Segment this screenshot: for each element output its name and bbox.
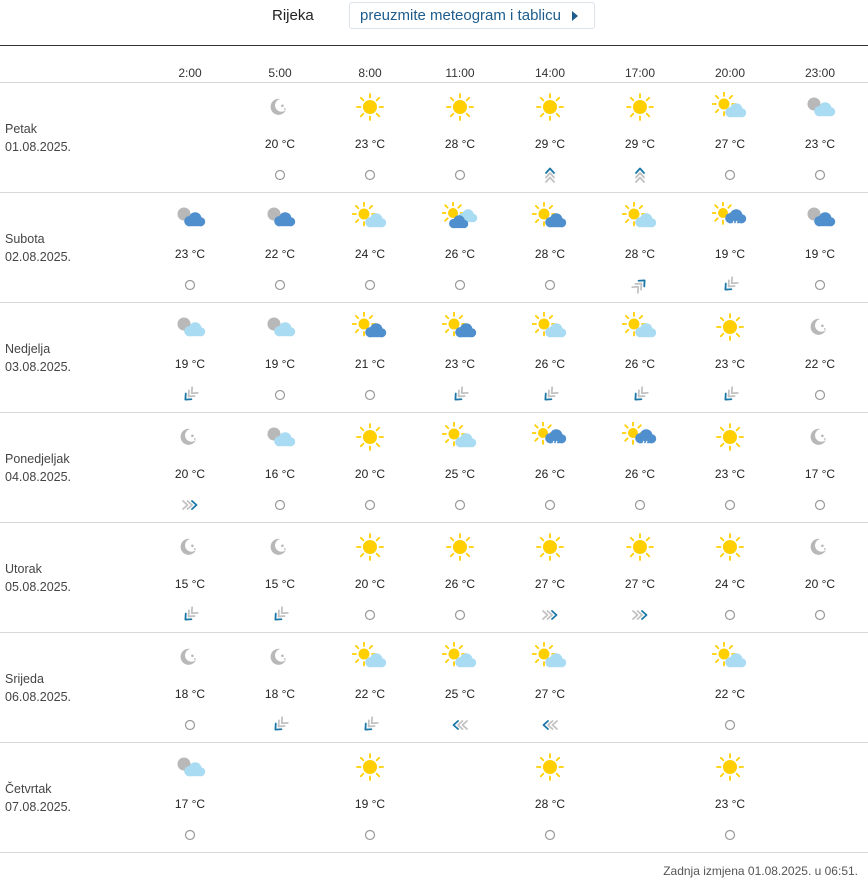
- forecast-cell[interactable]: [505, 83, 595, 193]
- forecast-cell[interactable]: [505, 413, 595, 523]
- calm-icon: [808, 493, 832, 517]
- forecast-cell[interactable]: [235, 303, 325, 413]
- sun-cloud-light-icon: [532, 312, 568, 342]
- temperature: 26 °C: [624, 357, 656, 371]
- sun-cloud-light-icon: [532, 642, 568, 672]
- sun-icon: [622, 92, 658, 122]
- forecast-cell[interactable]: [685, 743, 775, 853]
- forecast-cell[interactable]: [505, 303, 595, 413]
- day-label: [5, 450, 71, 486]
- sun-cloud-rain-icon: [712, 202, 748, 232]
- day-label: [5, 230, 71, 266]
- sun-icon: [352, 532, 388, 562]
- temperature: 23 °C: [804, 137, 836, 151]
- forecast-cell[interactable]: [415, 193, 505, 303]
- sun-cloud-dark-icon: [352, 312, 388, 342]
- calm-icon: [538, 493, 562, 517]
- wind-southwest-icon: [178, 603, 202, 627]
- day-name: Srijeda: [5, 672, 44, 686]
- temperature: 20 °C: [804, 577, 836, 591]
- forecast-cell[interactable]: [595, 193, 685, 303]
- temperature: 17 °C: [174, 797, 206, 811]
- temperature: 16 °C: [264, 467, 296, 481]
- hour-label: 17:00: [624, 66, 656, 80]
- calm-icon: [718, 163, 742, 187]
- wind-southwest-icon: [268, 603, 292, 627]
- forecast-cell[interactable]: [325, 413, 415, 523]
- day-label: [5, 340, 71, 376]
- temperature: 23 °C: [714, 357, 746, 371]
- day-date: 02.08.2025.: [5, 250, 72, 264]
- day-name: Nedjelja: [5, 342, 51, 356]
- temperature: 22 °C: [354, 687, 386, 701]
- forecast-cell[interactable]: [145, 303, 235, 413]
- day-row: [0, 413, 868, 523]
- sun-cloud-light-icon: [712, 642, 748, 672]
- day-name: Petak: [5, 122, 37, 136]
- forecast-cell[interactable]: [415, 83, 505, 193]
- sun-icon: [442, 92, 478, 122]
- calm-icon: [628, 493, 652, 517]
- forecast-cell[interactable]: [325, 743, 415, 853]
- sun-cloud-light-icon: [442, 642, 478, 672]
- forecast-cell[interactable]: [415, 523, 505, 633]
- day-name: Ponedjeljak: [5, 452, 70, 466]
- wind-southwest-icon: [178, 383, 202, 407]
- temperature: 23 °C: [714, 467, 746, 481]
- sun-icon: [352, 752, 388, 782]
- calm-icon: [268, 383, 292, 407]
- temperature: 18 °C: [264, 687, 296, 701]
- sun-cloud-light-icon: [622, 312, 658, 342]
- temperature: 22 °C: [804, 357, 836, 371]
- forecast-cell[interactable]: [325, 193, 415, 303]
- moon-icon: [172, 642, 208, 672]
- temperature: 26 °C: [534, 357, 566, 371]
- forecast-cell[interactable]: [505, 743, 595, 853]
- temperature: 18 °C: [174, 687, 206, 701]
- temperature: 26 °C: [444, 247, 476, 261]
- day-label: [5, 670, 71, 706]
- calm-icon: [808, 163, 832, 187]
- day-date: 03.08.2025.: [5, 360, 72, 374]
- calm-icon: [358, 273, 382, 297]
- temperature: 15 °C: [174, 577, 206, 591]
- forecast-cell[interactable]: [235, 633, 325, 743]
- temperature: 19 °C: [354, 797, 386, 811]
- temperature: 26 °C: [534, 467, 566, 481]
- wind-northeast-icon: [628, 273, 652, 297]
- forecast-cell[interactable]: [685, 523, 775, 633]
- temperature: 23 °C: [714, 797, 746, 811]
- forecast-cell[interactable]: [685, 193, 775, 303]
- moon-icon: [262, 532, 298, 562]
- temperature: 26 °C: [444, 577, 476, 591]
- forecast-cell[interactable]: [685, 303, 775, 413]
- moon-cloud-light-icon: [262, 422, 298, 452]
- forecast-cell[interactable]: [235, 193, 325, 303]
- forecast-cell[interactable]: [415, 303, 505, 413]
- forecast-cell[interactable]: [235, 413, 325, 523]
- temperature: 27 °C: [534, 577, 566, 591]
- temperature: 20 °C: [174, 467, 206, 481]
- calm-icon: [358, 823, 382, 847]
- temperature: 20 °C: [354, 467, 386, 481]
- temperature: 29 °C: [534, 137, 566, 151]
- sun-icon: [532, 752, 568, 782]
- forecast-cell[interactable]: [325, 83, 415, 193]
- day-row: [0, 193, 868, 303]
- wind-west-icon: [538, 713, 562, 737]
- sun-cloud-light-icon: [442, 422, 478, 452]
- forecast-cell[interactable]: [685, 413, 775, 523]
- sun-icon: [712, 752, 748, 782]
- forecast-cell[interactable]: [235, 83, 325, 193]
- temperature: 22 °C: [714, 687, 746, 701]
- temperature: 28 °C: [444, 137, 476, 151]
- sun-cloud-light-icon: [712, 92, 748, 122]
- calm-icon: [718, 823, 742, 847]
- moon-icon: [172, 532, 208, 562]
- moon-icon: [802, 532, 838, 562]
- wind-southwest-icon: [358, 713, 382, 737]
- hour-label: 11:00: [445, 66, 475, 80]
- day-name: Četvrtak: [5, 782, 52, 796]
- day-name: Utorak: [5, 562, 42, 576]
- day-date: 07.08.2025.: [5, 800, 72, 814]
- moon-icon: [262, 642, 298, 672]
- temperature: 28 °C: [534, 797, 566, 811]
- sun-cloud-rain-icon: [622, 422, 658, 452]
- temperature: 17 °C: [804, 467, 836, 481]
- calm-icon: [808, 273, 832, 297]
- sun-cloud-dark-icon: [442, 312, 478, 342]
- forecast-cell[interactable]: [325, 633, 415, 743]
- temperature: 19 °C: [174, 357, 206, 371]
- day-date: 06.08.2025.: [5, 690, 72, 704]
- day-row: [0, 743, 868, 853]
- day-row: [0, 523, 868, 633]
- temperature: 19 °C: [264, 357, 296, 371]
- calm-icon: [808, 383, 832, 407]
- day-date: 01.08.2025.: [5, 140, 72, 154]
- wind-southwest-icon: [268, 713, 292, 737]
- temperature: 15 °C: [264, 577, 296, 591]
- calm-icon: [178, 713, 202, 737]
- forecast-cell[interactable]: [145, 743, 235, 853]
- temperature: 20 °C: [264, 137, 296, 151]
- hour-label: 14:00: [534, 66, 566, 80]
- temperature: 26 °C: [624, 467, 656, 481]
- forecast-cell[interactable]: [145, 193, 235, 303]
- sun-icon: [352, 92, 388, 122]
- temperature: 24 °C: [354, 247, 386, 261]
- forecast-cell[interactable]: [775, 193, 865, 303]
- moon-cloud-light-icon: [802, 92, 838, 122]
- calm-icon: [448, 603, 472, 627]
- temperature: 19 °C: [714, 247, 746, 261]
- calm-icon: [358, 383, 382, 407]
- temperature: 23 °C: [174, 247, 206, 261]
- forecast-cell[interactable]: [415, 413, 505, 523]
- moon-cloud-dark-icon: [262, 202, 298, 232]
- temperature: 29 °C: [624, 137, 656, 151]
- wind-southwest-icon: [538, 383, 562, 407]
- sun-icon: [712, 422, 748, 452]
- sun-icon: [532, 92, 568, 122]
- forecast-cell[interactable]: [685, 83, 775, 193]
- temperature: 20 °C: [354, 577, 386, 591]
- calm-icon: [718, 603, 742, 627]
- caret-right-icon: [572, 11, 578, 21]
- meteogram-download-button[interactable]: [349, 2, 595, 29]
- moon-cloud-light-icon: [262, 312, 298, 342]
- day-row: [0, 83, 868, 193]
- hour-label: 20:00: [714, 66, 746, 80]
- wind-southwest-icon: [718, 273, 742, 297]
- sun-icon: [712, 312, 748, 342]
- moon-icon: [262, 92, 298, 122]
- sun-icon: [442, 532, 478, 562]
- forecast-cell[interactable]: [775, 83, 865, 193]
- calm-icon: [538, 273, 562, 297]
- forecast-cell[interactable]: [505, 633, 595, 743]
- temperature: 27 °C: [534, 687, 566, 701]
- calm-icon: [718, 713, 742, 737]
- forecast-cell[interactable]: [595, 523, 685, 633]
- forecast-cell[interactable]: [505, 193, 595, 303]
- day-label: [5, 120, 71, 156]
- forecast-cell[interactable]: [685, 633, 775, 743]
- last-update-note: Zadnja izmjena 01.08.2025. u 06:51.: [663, 864, 858, 878]
- forecast-cell[interactable]: [145, 633, 235, 743]
- calm-icon: [358, 603, 382, 627]
- moon-cloud-dark-icon: [802, 202, 838, 232]
- wind-west-icon: [448, 713, 472, 737]
- wind-southwest-icon: [628, 383, 652, 407]
- calm-icon: [448, 273, 472, 297]
- sun-icon: [532, 532, 568, 562]
- calm-icon: [808, 603, 832, 627]
- temperature: 24 °C: [714, 577, 746, 591]
- forecast-cell[interactable]: [595, 83, 685, 193]
- wind-east-icon: [178, 493, 202, 517]
- temperature: 28 °C: [624, 247, 656, 261]
- moon-icon: [802, 422, 838, 452]
- day-label: [5, 560, 71, 596]
- hour-label: 8:00: [358, 66, 382, 80]
- calm-icon: [448, 163, 472, 187]
- meteogram-button-label: preuzmite meteogram i tablicu: [360, 7, 561, 24]
- temperature: 23 °C: [354, 137, 386, 151]
- calm-icon: [358, 163, 382, 187]
- day-date: 04.08.2025.: [5, 470, 72, 484]
- temperature: 23 °C: [444, 357, 476, 371]
- sun-icon: [712, 532, 748, 562]
- temperature: 27 °C: [714, 137, 746, 151]
- forecast-cell[interactable]: [415, 633, 505, 743]
- forecast-cell[interactable]: [775, 523, 865, 633]
- forecast-cell[interactable]: [595, 303, 685, 413]
- temperature: 22 °C: [264, 247, 296, 261]
- sun-cloud-light-icon: [352, 202, 388, 232]
- forecast-cell[interactable]: [235, 523, 325, 633]
- calm-icon: [268, 273, 292, 297]
- forecast-cell[interactable]: [775, 413, 865, 523]
- moon-icon: [172, 422, 208, 452]
- sun-cloud-light-icon: [622, 202, 658, 232]
- city-name: Rijeka: [272, 7, 314, 24]
- wind-east-icon: [628, 603, 652, 627]
- forecast-cell[interactable]: [775, 303, 865, 413]
- hour-label: 5:00: [268, 66, 292, 80]
- forecast-cell[interactable]: [505, 523, 595, 633]
- day-row: [0, 303, 868, 413]
- sun-icon: [622, 532, 658, 562]
- calm-icon: [178, 823, 202, 847]
- sun-cloud-dark-icon: [532, 202, 568, 232]
- wind-north-icon: [628, 163, 652, 187]
- moon-cloud-dark-icon: [172, 202, 208, 232]
- calm-icon: [268, 163, 292, 187]
- forecast-cell[interactable]: [325, 523, 415, 633]
- day-date: 05.08.2025.: [5, 580, 72, 594]
- temperature: 25 °C: [444, 467, 476, 481]
- calm-icon: [268, 493, 292, 517]
- moon-icon: [802, 312, 838, 342]
- hours-header: [0, 46, 868, 83]
- temperature: 28 °C: [534, 247, 566, 261]
- calm-icon: [178, 273, 202, 297]
- hour-label: 2:00: [178, 66, 202, 80]
- hour-label: 23:00: [804, 66, 836, 80]
- day-label: [5, 780, 71, 816]
- temperature: 19 °C: [804, 247, 836, 261]
- sun-clouds-icon: [442, 202, 478, 232]
- forecast-cell[interactable]: [145, 523, 235, 633]
- day-name: Subota: [5, 232, 45, 246]
- forecast-cell[interactable]: [595, 413, 685, 523]
- wind-east-icon: [538, 603, 562, 627]
- forecast-cell[interactable]: [325, 303, 415, 413]
- moon-cloud-light-icon: [172, 752, 208, 782]
- temperature: 21 °C: [354, 357, 386, 371]
- sun-cloud-light-icon: [352, 642, 388, 672]
- sun-icon: [352, 422, 388, 452]
- calm-icon: [718, 493, 742, 517]
- day-row: [0, 633, 868, 743]
- calm-icon: [538, 823, 562, 847]
- calm-icon: [358, 493, 382, 517]
- top-bar: [0, 0, 868, 46]
- sun-cloud-rain-icon: [532, 422, 568, 452]
- wind-southwest-icon: [448, 383, 472, 407]
- wind-southwest-icon: [718, 383, 742, 407]
- temperature: 25 °C: [444, 687, 476, 701]
- calm-icon: [448, 493, 472, 517]
- temperature: 27 °C: [624, 577, 656, 591]
- wind-north-icon: [538, 163, 562, 187]
- moon-cloud-light-icon: [172, 312, 208, 342]
- forecast-cell[interactable]: [145, 413, 235, 523]
